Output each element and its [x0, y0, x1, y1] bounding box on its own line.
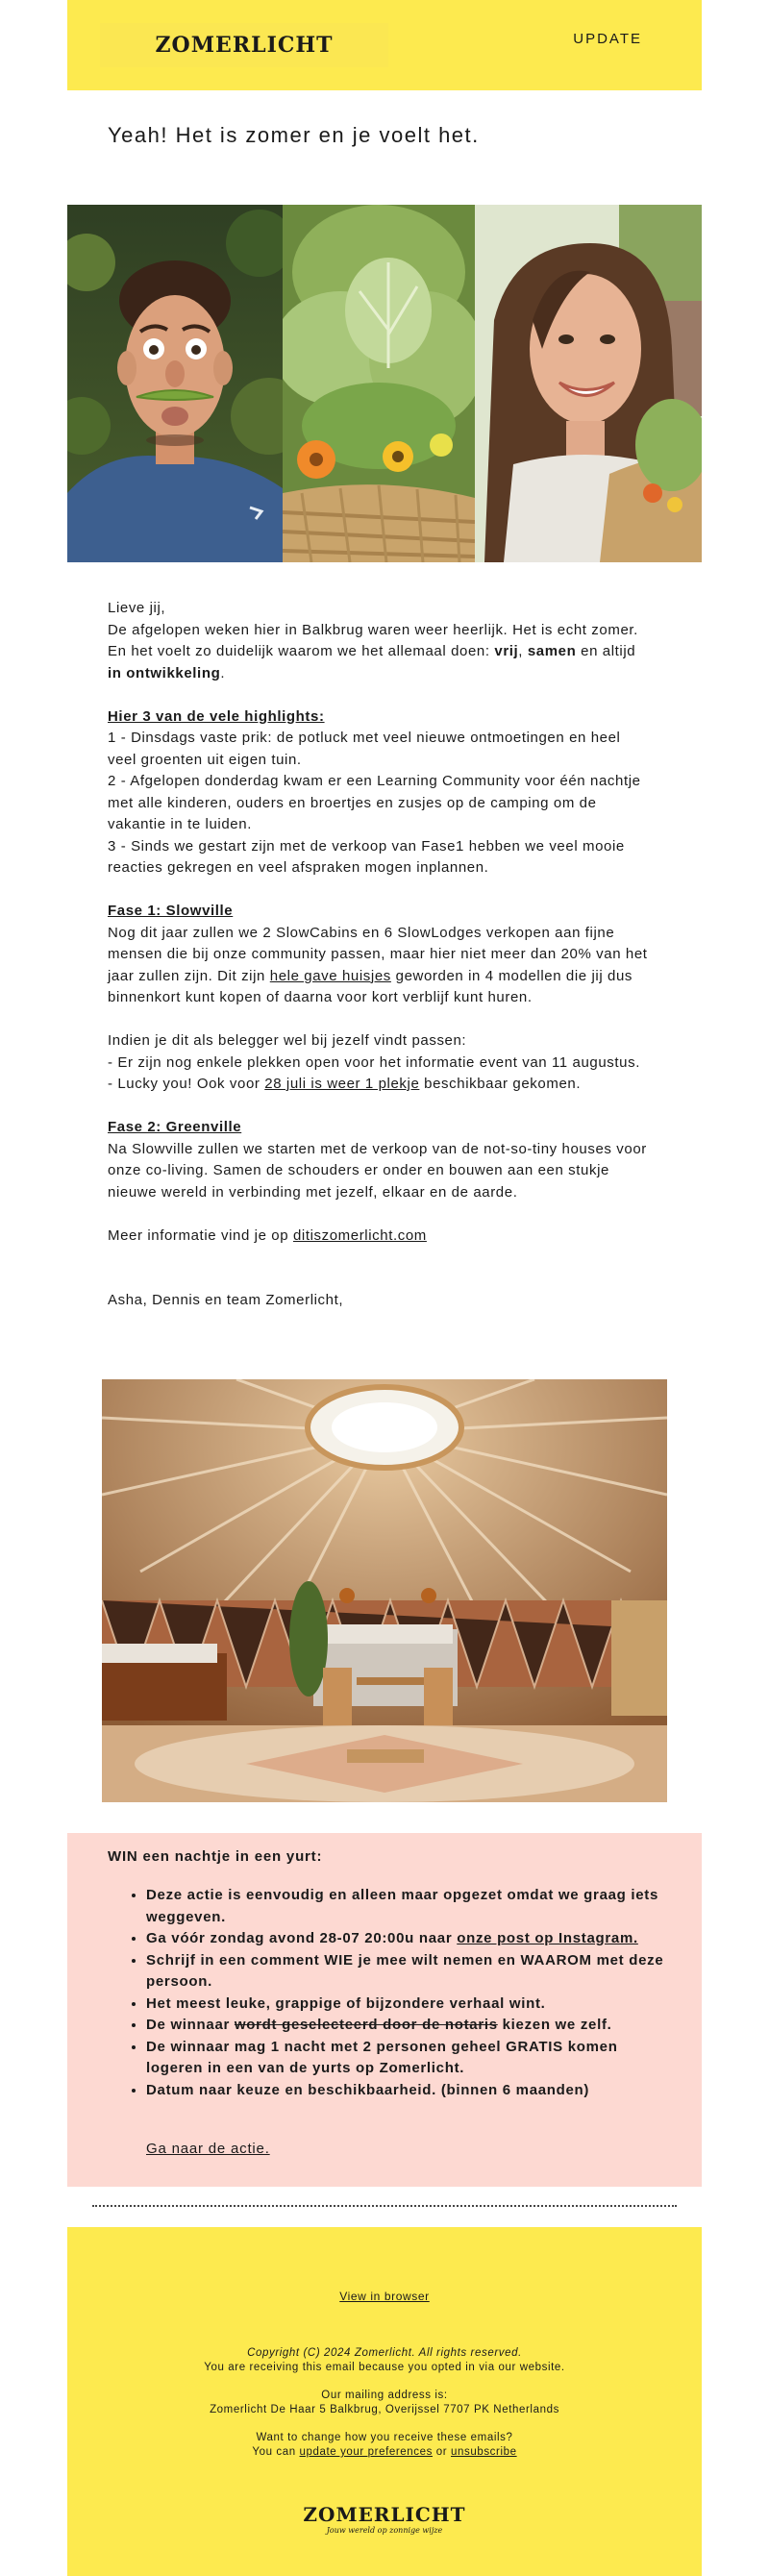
logo-link[interactable]: [100, 23, 388, 67]
website-link[interactable]: ditiszomerlicht.com: [292, 1226, 427, 1244]
email-body: [108, 598, 654, 1312]
contest-rule: • Ga vóór zondag avond 28-07 20:00u naar onze post op Instagram.: [146, 1928, 665, 1950]
zomerlicht-footer-logo: ZOMERLICHT: [303, 2503, 466, 2526]
footer-legal: [67, 2346, 702, 2375]
change-question: Want to change how you receive these emails?: [256, 2432, 513, 2443]
zomerlicht-logo: ZOMERLICHT: [155, 33, 334, 58]
receiving-reason: You are receiving this email because you opted in via our website.: [204, 2362, 565, 2373]
fase1-paragraph: Nog dit jaar zullen we 2 SlowCabins en 6 SlowLodges verkopen aan fijne mensen die bij onze community passen, maar hier niet meer dan 20% van het jaar zullen zijn. Dit zijn hele gave huisjes geworden in 4 modellen die jij dus binnenkort kunt kopen of daarna voor kort verblijf kunt huren.: [108, 924, 648, 1005]
fase2-heading: Fase 2: Greenville: [108, 1119, 242, 1135]
view-in-browser-link[interactable]: View in browser: [339, 2290, 430, 2303]
copyright-text: Copyright (C) 2024 Zomerlicht. All rights reserved.: [247, 2347, 522, 2359]
dotted-divider: [92, 2205, 677, 2207]
hero-photo-man: [67, 205, 283, 562]
header-band: [67, 0, 702, 90]
page-title: Yeah! Het is zomer en je voelt het.: [108, 123, 480, 147]
update-label: UPDATE: [573, 31, 642, 47]
investor-item: - Lucky you! Ook voor 28 juli is weer 1 plekje beschikbaar gekomen.: [108, 1076, 582, 1092]
more-info: Meer informatie vind je op ditiszomerlicht.com: [108, 1226, 427, 1244]
email-container: [67, 0, 702, 2576]
contest-section: [67, 1833, 702, 2187]
instagram-post-link[interactable]: onze post op Instagram.: [457, 1930, 638, 1946]
highlight-item: 3 - Sinds we gestart zijn met de verkoop van Fase1 hebben we veel mooie reacties gekregen en veel afspraken mogen inplannen.: [108, 837, 625, 876]
contest-rule: • Deze actie is eenvoudig en alleen maar opgezet omdat we graag iets weggeven.: [146, 1885, 665, 1928]
update-preferences-link[interactable]: update your preferences: [299, 2446, 433, 2458]
fase1-heading: Fase 1: Slowville: [108, 903, 234, 919]
mailing-label: Our mailing address is:: [321, 2390, 448, 2401]
contest-rule: • Het meest leuke, grappige of bijzondere verhaal wint.: [146, 1994, 665, 2016]
hero-photo-woman: [475, 205, 702, 562]
yurt-interior-photo[interactable]: [102, 1379, 667, 1802]
contest-rule: • Schrijf in een comment WIE je mee wilt nemen en WAAROM met deze persoon.: [146, 1950, 665, 1994]
fase2-paragraph: Na Slowville zullen we starten met de verkoop van de not-so-tiny houses voor onze co-living. Samen de schouders er onder en bouwen aan een stukje nieuwe wereld in verbinding met jezelf, elkaar en de aarde.: [108, 1140, 647, 1201]
footer-address: [67, 2389, 702, 2417]
contest-rules-list: [146, 1885, 665, 2101]
mailing-address: Zomerlicht De Haar 5 Balkbrug, Overijssel 7707 PK Netherlands: [210, 2404, 559, 2415]
investor-item: - Er zijn nog enkele plekken open voor het informatie event van 11 augustus.: [108, 1053, 640, 1071]
hero-photo-vegetables: [283, 205, 475, 562]
footer-logo: [67, 2503, 702, 2538]
highlight-item: 1 - Dinsdags vaste prik: de potluck met veel nieuwe ontmoetingen en heel veel groenten uit eigen tuin.: [108, 730, 621, 768]
unsubscribe-link[interactable]: unsubscribe: [451, 2446, 517, 2458]
footer-preferences: [67, 2431, 702, 2460]
highlights-heading: Hier 3 van de vele highlights:: [108, 707, 325, 725]
signature: Asha, Dennis en team Zomerlicht,: [108, 1292, 344, 1308]
28-juli-plekje-link[interactable]: 28 juli is weer 1 plekje: [264, 1076, 420, 1092]
contest-rule: • De winnaar mag 1 nacht met 2 personen geheel GRATIS komen logeren in een van de yurts op Zomerlicht.: [146, 2037, 665, 2080]
preferences-line: You can update your preferences or unsubscribe: [252, 2446, 517, 2458]
intro-paragraph: De afgelopen weken hier in Balkbrug waren weer heerlijk. Het is echt zomer. En het voelt zo duidelijk waarom we het allemaal doen: vrij, samen en altijd in ontwikkeling.: [108, 621, 638, 681]
investor-intro: Indien je dit als belegger wel bij jezelf vindt passen:: [108, 1032, 467, 1049]
hero-photo-strip: [67, 205, 702, 562]
greeting: Lieve jij,: [108, 600, 166, 616]
contest-rule: • Datum naar keuze en beschikbaarheid. (binnen 6 maanden): [146, 2080, 665, 2102]
contest-rule: • De winnaar wordt geselecteerd door de notaris kiezen we zelf.: [146, 2015, 665, 2037]
tagline: Jouw wereld op zonnige wijze: [326, 2526, 443, 2535]
highlight-item: 2 - Afgelopen donderdag kwam er een Learning Community voor één nachtje met alle kinderen, ouders en broertjes en zusjes op de camping om de vakantie in te luiden.: [108, 773, 641, 832]
hele-gave-huisjes-link[interactable]: hele gave huisjes: [269, 967, 391, 984]
go-to-action-link[interactable]: Ga naar de actie.: [146, 2141, 270, 2157]
footer: [67, 2227, 702, 2576]
contest-title: WIN een nachtje in een yurt:: [108, 1848, 323, 1865]
